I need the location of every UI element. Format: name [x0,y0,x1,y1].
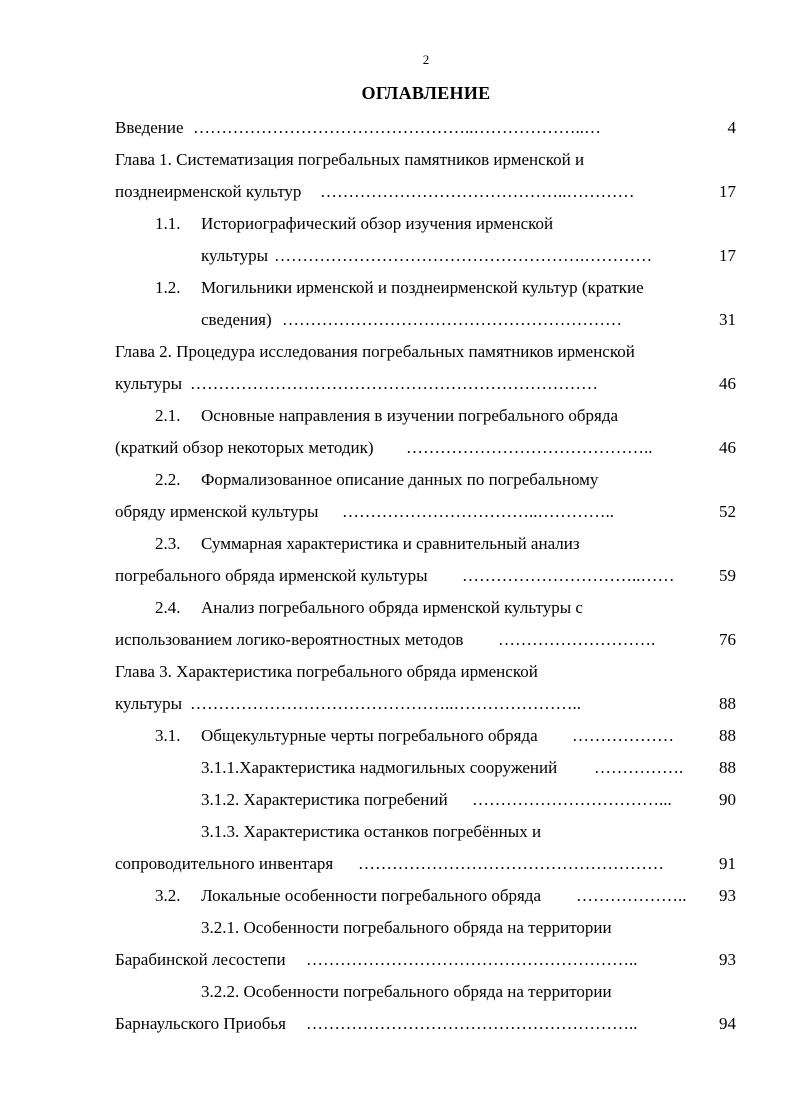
toc-section-2-2-line1[interactable] [0,466,792,494]
toc-leader: ……………. [594,758,684,777]
toc-leader: ……………… [572,726,674,745]
toc-leader: ……………………………………………… [358,854,664,873]
toc-section-2-4-line2[interactable] [0,626,792,654]
toc-page-number: 31 [719,310,736,329]
toc-leader: ………………………………………..………………….. [190,694,581,713]
toc-entry-text: Локальные особенности погребального обряда [201,886,541,905]
toc-section-1-1-line2[interactable] [0,242,792,270]
toc-section-number: 2.3. [155,534,181,553]
toc-page-number: 88 [719,726,736,745]
toc-leader: ……………….. [576,886,687,905]
toc-leader: ……………………………..………….. [342,502,614,521]
toc-entry-text: Историографический обзор изучения ирменской [201,214,554,233]
toc-entry-text: сопроводительного инвентаря [115,854,334,873]
toc-entry-text: 3.1.2. Характеристика погребений [201,790,448,809]
toc-subsection-3-2-2-line1[interactable] [0,978,792,1006]
toc-page-number: 17 [719,182,736,201]
toc-subsection-3-2-1-line1[interactable] [0,914,792,942]
toc-entry-text: обряду ирменской культуры [115,502,319,521]
toc-entry-text: (краткий обзор некоторых методик) [115,438,374,457]
toc-entry-text: 3.1.1.Характеристика надмогильных сооружений [201,758,558,777]
toc-leader: ……………………………... [472,790,672,809]
toc-page-number: 88 [719,758,736,777]
toc-leader: ………………………………………………….. [306,1014,638,1033]
toc-section-2-4-line1[interactable] [0,594,792,622]
toc-page-number: 93 [719,886,736,905]
toc-subsection-3-1-3-line2[interactable] [0,850,792,878]
toc-section-number: 2.2. [155,470,181,489]
toc-entry-text: 3.2.2. Особенности погребального обряда на территории [201,982,612,1001]
toc-entry-text: 3.2.1. Особенности погребального обряда на территории [201,918,612,937]
toc-page-number: 76 [719,630,736,649]
toc-entry-text: использованием логико-вероятностных методов [115,630,464,649]
toc-chapter-1-line2[interactable] [0,178,792,206]
toc-leader: ……………………………………..………… [320,182,635,201]
toc-subsection-3-2-2-line2[interactable] [0,1010,792,1038]
toc-entry-text: Формализованное описание данных по погребальному [201,470,599,489]
toc-leader: ……………………………………………………………… [190,374,598,393]
toc-page-number: 46 [719,374,736,393]
toc-section-number: 1.1. [155,214,181,233]
toc-leader: …………………………………………..………………..… [193,118,601,137]
toc-entry-text: Глава 1. Систематизация погребальных памятников ирменской и [115,150,585,169]
toc-page-number: 91 [719,854,736,873]
toc-chapter-1-line1[interactable] [0,146,792,174]
toc-entry-text: культуры [115,694,182,713]
toc-section-1-1-line1[interactable] [0,210,792,238]
toc-entry-text: культуры [115,374,182,393]
toc-page-number: 46 [719,438,736,457]
toc-entry-text: Могильники ирменской и позднеирменской культур (краткие [201,278,644,297]
toc-subsection-3-1-1[interactable] [0,754,792,782]
toc-section-1-2-line1[interactable] [0,274,792,302]
toc-entry-text: 3.1.3. Характеристика останков погребённых и [201,822,542,841]
toc-page-number: 4 [727,118,736,137]
toc-chapter-2-line1[interactable] [0,338,792,366]
toc-subsection-3-1-2[interactable] [0,786,792,814]
toc-leader: ……………………………………………….………… [274,246,653,265]
page-title: ОГЛАВЛЕНИЕ [361,83,491,103]
toc-entry-intro[interactable] [0,114,792,142]
toc-chapter-2-line2[interactable] [0,370,792,398]
toc-entry-text: культуры [201,246,268,265]
toc-section-3-2[interactable] [0,882,792,910]
page-number: 2 [422,52,430,67]
toc-subsection-3-2-1-line2[interactable] [0,946,792,974]
toc-page-number: 90 [719,790,736,809]
toc-section-2-1-line1[interactable] [0,402,792,430]
toc-leader: ………………………………………………….. [306,950,638,969]
toc-section-number: 3.1. [155,726,181,745]
toc-entry-text: Основные направления в изучении погребального обряда [201,406,619,425]
toc-section-3-1[interactable] [0,722,792,750]
toc-section-number: 2.1. [155,406,181,425]
toc-page-number: 93 [719,950,736,969]
toc-section-2-3-line2[interactable] [0,562,792,590]
toc-entry-text: Глава 2. Процедура исследования погребальных памятников ирменской [115,342,635,361]
toc-entry-text: погребального обряда ирменской культуры [115,566,428,585]
toc-entry-text: Барабинской лесостепи [115,950,286,969]
toc-section-1-2-line2[interactable] [0,306,792,334]
toc-entry-text: Введение [115,118,184,137]
toc-entry-text: Барнаульского Приобья [115,1014,286,1033]
toc-section-2-3-line1[interactable] [0,530,792,558]
toc-page-number: 52 [719,502,736,521]
toc-page-number: 94 [719,1014,736,1033]
toc-chapter-3-line1[interactable] [0,658,792,686]
toc-entry-text: Общекультурные черты погребального обряда [201,726,538,745]
toc-section-2-2-line2[interactable] [0,498,792,526]
toc-entry-text: позднеирменской культур [115,182,302,201]
toc-entry-text: сведения) [201,310,272,329]
toc-section-2-1-line2[interactable] [0,434,792,462]
toc-section-number: 1.2. [155,278,181,297]
toc-section-number: 2.4. [155,598,181,617]
toc-entry-text: Анализ погребального обряда ирменской культуры с [201,598,583,617]
toc-chapter-3-line2[interactable] [0,690,792,718]
toc-entry-text: Суммарная характеристика и сравнительный анализ [201,534,580,553]
toc-page-number: 88 [719,694,736,713]
toc-section-number: 3.2. [155,886,181,905]
toc-leader: …………………………………………………… [282,310,622,329]
toc-page-number: 17 [719,246,736,265]
toc-entry-text: Глава 3. Характеристика погребального обряда ирменской [115,662,538,681]
toc-leader: …………………………..…… [462,566,675,585]
toc-page-number: 59 [719,566,736,585]
toc-leader: ………………………. [498,630,656,649]
toc-subsection-3-1-3-line1[interactable] [0,818,792,846]
toc-leader: …………………………………….. [406,438,653,457]
